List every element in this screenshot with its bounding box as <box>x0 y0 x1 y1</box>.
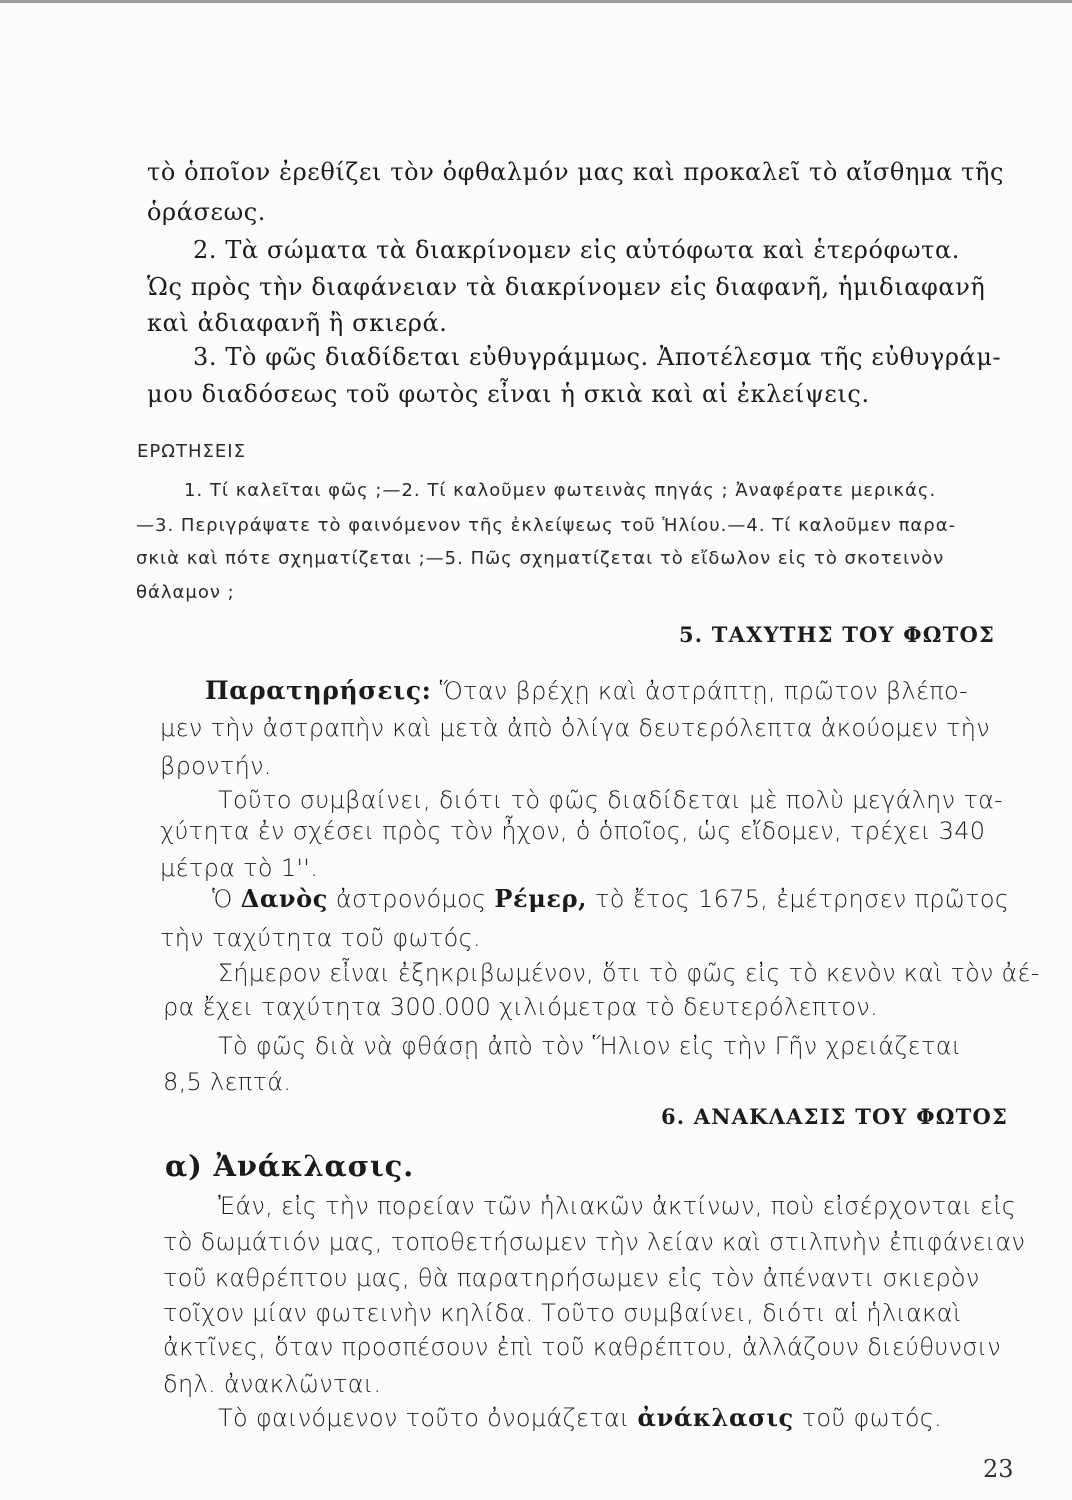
text-line: τὸ ὁποῖον ἐρεθίζει τὸν ὀφθαλμόν μας καὶ προκαλεῖ τὸ αἴσθημα τῆς <box>147 158 1005 186</box>
bold-term: Ρέμερ, <box>494 884 588 913</box>
text-span: τὸ ἔτος 1675, ἐμέτρησεν πρῶτος <box>595 885 1010 913</box>
text-line <box>218 1403 942 1432</box>
questions-title: ΕΡΩΤΗΣΕΙΣ <box>137 441 246 462</box>
bold-term: ἀνάκλασις <box>637 1403 794 1432</box>
text-line: μέτρα τὸ 1''. <box>160 854 319 882</box>
page-number: 23 <box>983 1455 1014 1483</box>
observations-label: Παρατηρήσεις <box>205 676 422 705</box>
text-line: 2. Τὰ σώματα τὰ διακρίνομεν εἰς αὐτόφωτα καὶ ἑτερόφωτα. <box>193 236 961 264</box>
text-line: Σήμερον εἶναι ἐξηκριβωμένον, ὅτι τὸ φῶς εἰς τὸ κενὸν καὶ τὸν ἀέ- <box>218 959 1040 987</box>
section-heading: 6. ΑΝΑΚΛΑΣΙΣ ΤΟΥ ΦΩΤΟΣ <box>660 1104 1008 1129</box>
text-line: τὸ δωμάτιόν μας, τοποθετήσωμεν τὴν λείαν καὶ στιλπνὴν ἐπιφάνειαν <box>163 1228 1026 1256</box>
question-line: —3. Περιγράψατε τὸ φαινόμενον τῆς ἐκλείψεως τοῦ Ἡλίου.—4. Τί καλοῦμεν παρα- <box>136 515 957 536</box>
text-line: τὴν ταχύτητα τοῦ φωτός. <box>160 924 481 952</box>
text-line: δηλ. ἀνακλῶνται. <box>163 1370 382 1398</box>
text-line: τοῦ καθρέπτου μας, θὰ παρατηρήσωμεν εἰς τὸν ἀπέναντι σκιερὸν <box>163 1264 980 1292</box>
text-line: Ἐάν, εἰς τὴν πορείαν τῶν ἡλιακῶν ἀκτίνων, ποὺ εἰσέρχονται εἰς <box>218 1192 1017 1220</box>
observations-colon: : <box>421 676 432 705</box>
text-span: Ὁ <box>212 885 233 913</box>
text-line: ρα ἔχει ταχύτητα 300.000 χιλιόμετρα τὸ δευτερόλεπτον. <box>163 993 878 1021</box>
bold-term: Δανὸς <box>240 884 328 913</box>
text-line: Τὸ φῶς διὰ νὰ φθάσῃ ἀπὸ τὸν Ἥλιον εἰς τὴν Γῆν χρειάζεται <box>218 1032 962 1060</box>
text-span: Ὅταν βρέχῃ καὶ ἀστράπτῃ, πρῶτον βλέπο- <box>439 677 968 705</box>
question-line: 1. Τί καλεῖται φῶς ;—2. Τί καλοῦμεν φωτεινὰς πηγάς ; Ἀναφέρατε μερικάς. <box>184 480 937 501</box>
text-line: Ὡς πρὸς τὴν διαφάνειαν τὰ διακρίνομεν εἰς διαφανῆ, ἡμιδιαφανῆ <box>147 273 986 301</box>
text-line: βροντήν. <box>160 752 272 780</box>
text-line: ἀκτῖνες, ὅταν προσπέσουν ἐπὶ τοῦ καθρέπτου, ἀλλάζουν διεύθυνσιν <box>163 1333 1002 1361</box>
text-line: Τοῦτο συμβαίνει, διότι τὸ φῶς διαδίδεται μὲ πολὺ μεγάλην τα- <box>218 786 1004 814</box>
section-heading: 5. ΤΑΧΥΤΗΣ ΤΟΥ ΦΩΤΟΣ <box>678 622 995 647</box>
question-line: σκιὰ καὶ πότε σχηματίζεται ;—5. Πῶς σχηματίζεται τὸ εἴδωλον εἰς τὸ σκοτεινὸν <box>136 548 945 569</box>
observations-line <box>205 676 968 705</box>
text-line: 8,5 λεπτά. <box>163 1068 292 1096</box>
text-span: ἀστρονόμος <box>335 885 487 913</box>
text-span: Τὸ φαινόμενον τοῦτο ὀνομάζεται <box>218 1404 630 1432</box>
text-line: καὶ ἀδιαφανῆ ἢ σκιερά. <box>147 309 448 337</box>
text-line: μου διαδόσεως τοῦ φωτὸς εἶναι ἡ σκιὰ καὶ αἱ ἐκλείψεις. <box>147 380 870 408</box>
question-line: θάλαμον ; <box>136 582 235 603</box>
text-line: χύτητα ἐν σχέσει πρὸς τὸν ἦχον, ὁ ὁποῖος, ὡς εἴδομεν, τρέχει 340 <box>160 817 986 845</box>
text-line: τοῖχον μίαν φωτεινὴν κηλίδα. Τοῦτο συμβαίνει, διότι αἱ ἡλιακαὶ <box>163 1299 962 1327</box>
subsection-title: α) Ἀνάκλασις. <box>165 1149 415 1183</box>
text-line: 3. Τὸ φῶς διαδίδεται εὐθυγράμμως. Ἀποτέλεσμα τῆς εὐθυγράμ- <box>193 343 1002 371</box>
text-span: τοῦ φωτός. <box>801 1404 943 1432</box>
text-line: μεν τὴν ἀστραπὴν καὶ μετὰ ἀπὸ ὀλίγα δευτερόλεπτα ἀκούομεν τὴν <box>160 714 990 742</box>
text-line <box>212 884 1009 913</box>
text-line: ὁράσεως. <box>147 198 267 226</box>
